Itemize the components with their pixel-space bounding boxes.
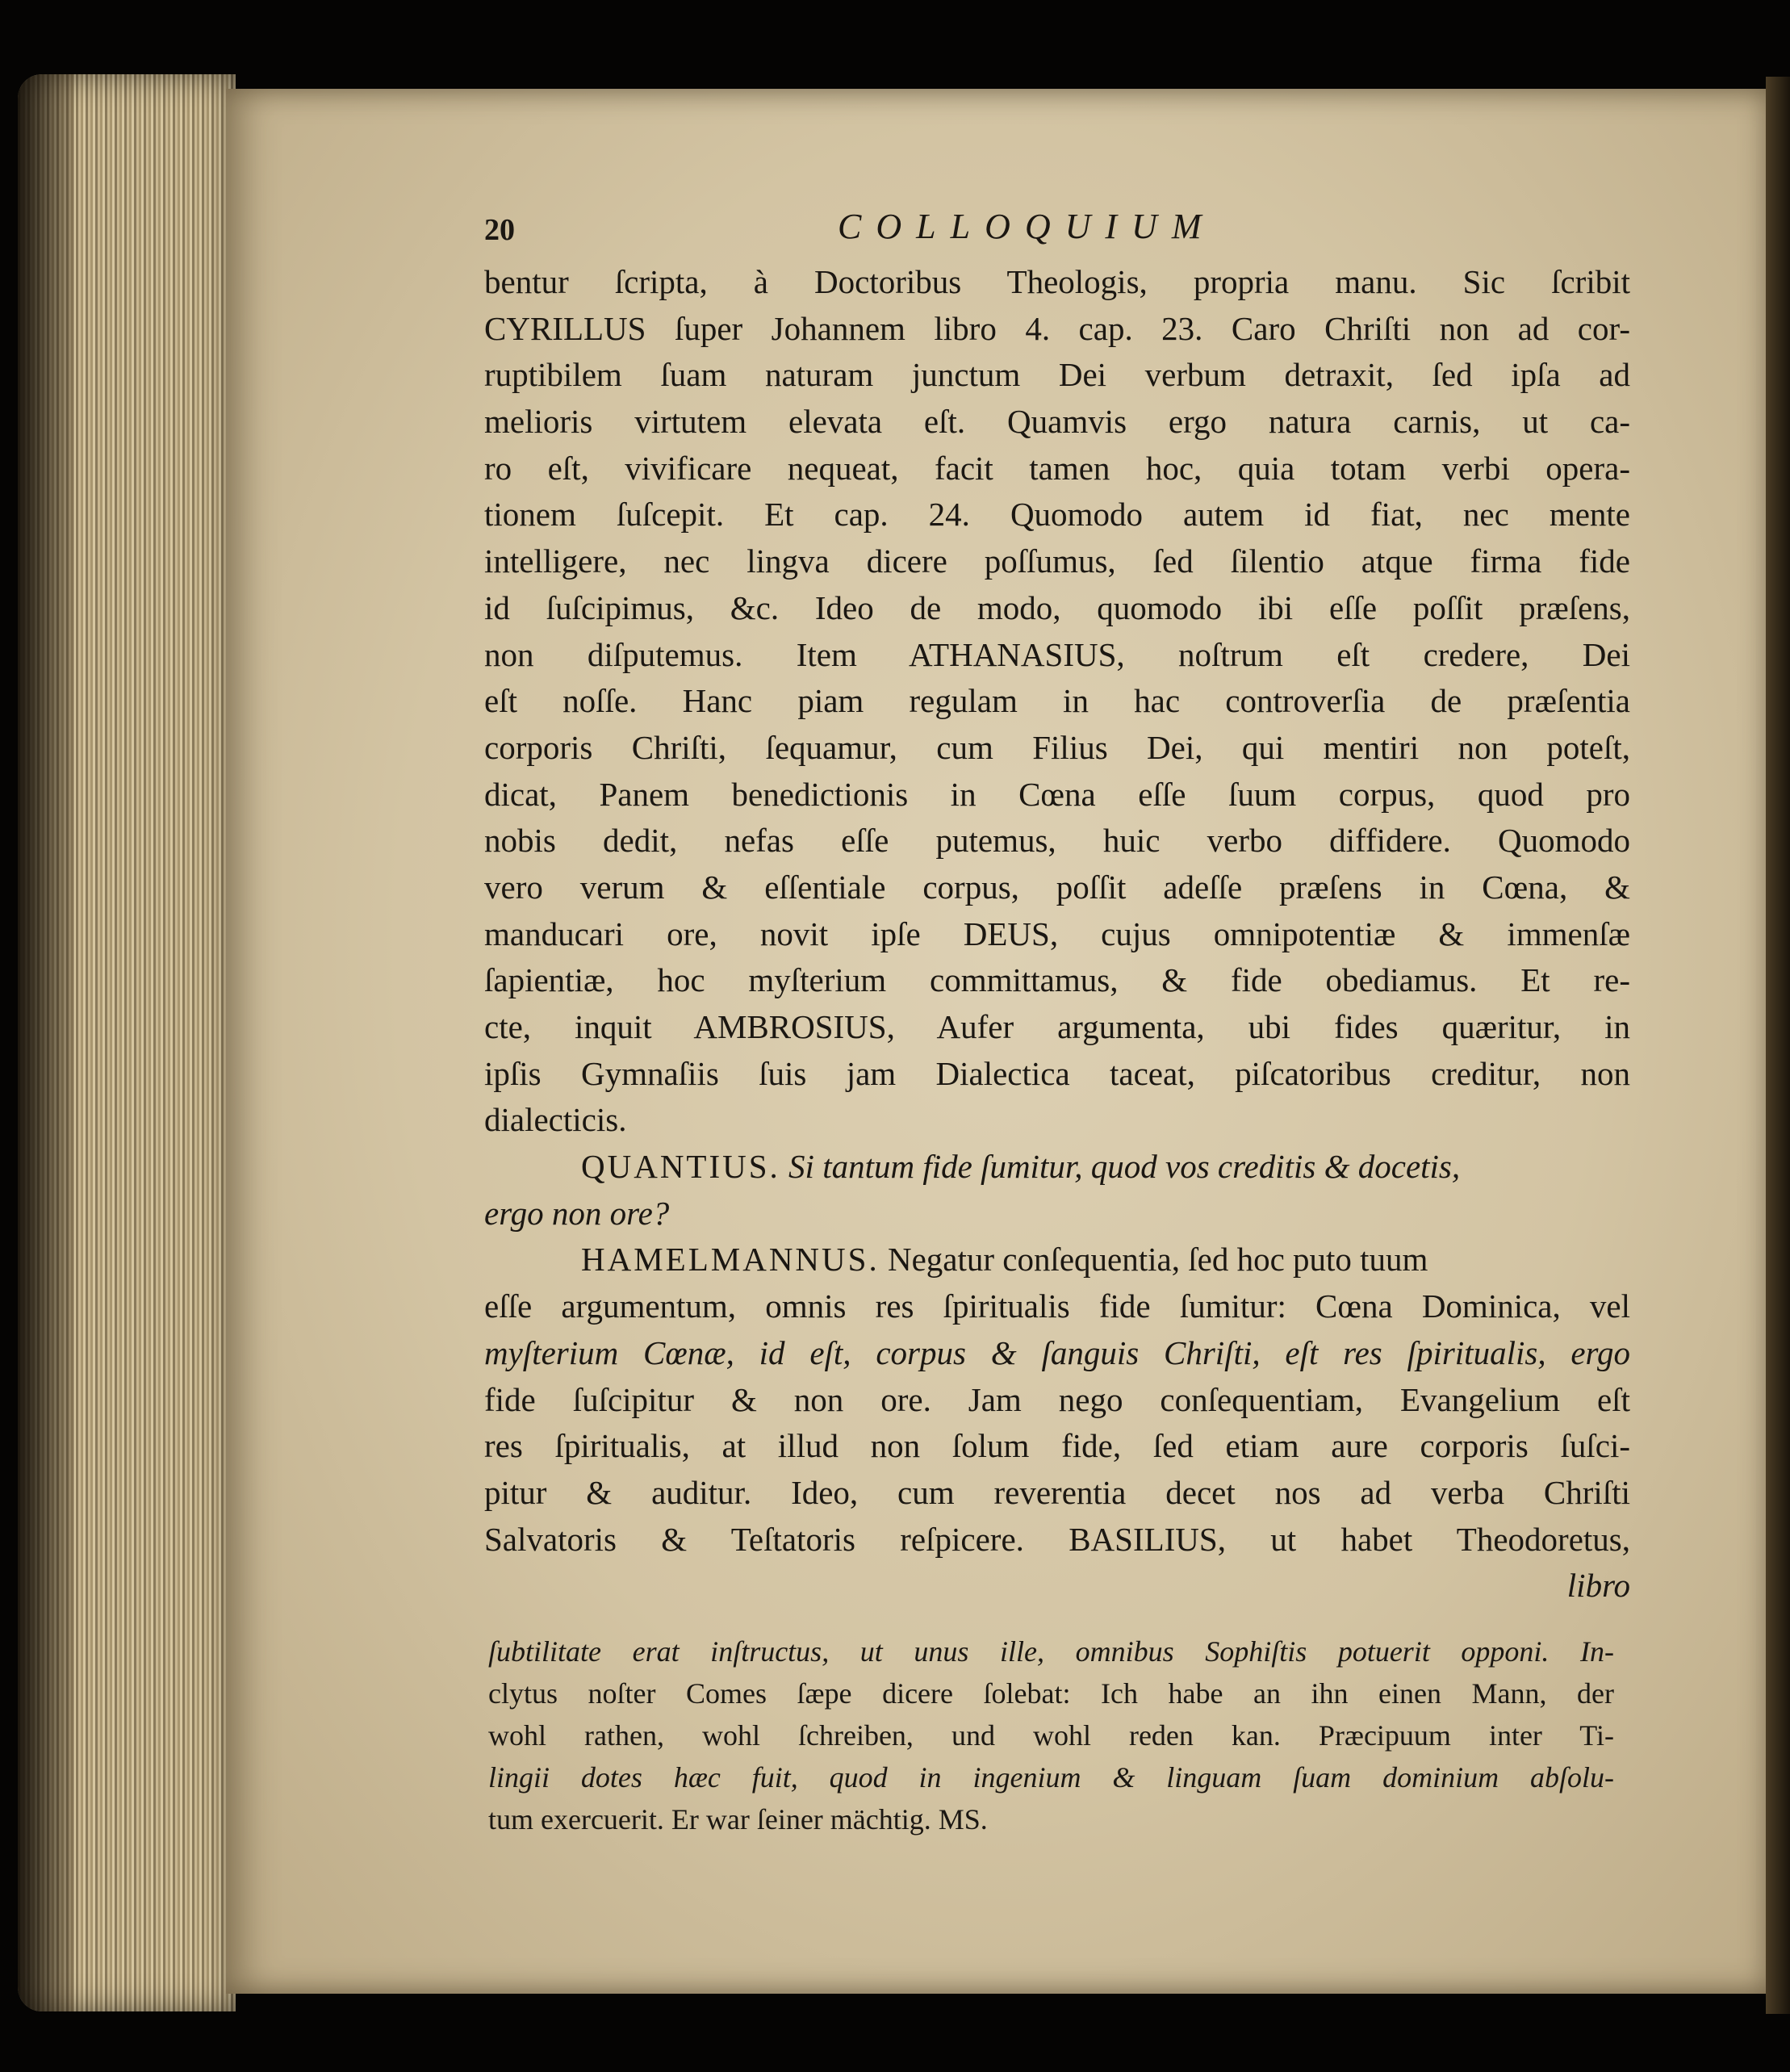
main-text (484, 206, 1630, 1609)
text-line: tionem ſuſcepit. Et cap. 24. Quomodo autem id fiat, nec mente (484, 496, 1630, 534)
text-line: myſterium Cœnæ, id eſt, corpus & ſanguis Chriſti, eſt res ſpiritualis, ergo (484, 1333, 1630, 1371)
text-line (484, 1237, 1630, 1283)
catchword: libro (1566, 1567, 1630, 1605)
footnote-line: wohl rathen, wohl ſchreiben, und wohl reden kan. Præcipuum inter Ti- (488, 1719, 1614, 1752)
text-line: dialecticis. (484, 1101, 627, 1139)
hamelmannus-speech (484, 1237, 1630, 1609)
text-line (484, 1144, 1630, 1191)
footnote-line: lingii dotes hæc fuit, quod in ingenium & linguam ſuam dominium abſolu- (488, 1761, 1614, 1794)
text-line: res ſpiritualis, at illud non ſolum fide, ſed etiam aure corporis ſuſci- (484, 1427, 1630, 1465)
text-line: fide ſuſcipitur & non ore. Jam nego conſequentiam, Evangelium eſt (484, 1380, 1630, 1418)
text-line: eſt noſſe. Hanc piam regulam in hac controverſia de præſentia (484, 682, 1630, 720)
speech-text: Negatur conſequentia, ſed hoc puto tuum (887, 1241, 1428, 1279)
text-line: non diſputemus. Item ATHANASIUS, noſtrum eſt credere, Dei (484, 635, 1630, 673)
running-head (484, 206, 1630, 254)
text-line: pitur & auditur. Ideo, cum reverentia decet nos ad verba Chriſti (484, 1473, 1630, 1511)
text-line: bentur ſcripta, à Doctoribus Theologis, propria manu. Sic ſcribit (484, 263, 1630, 300)
text-line: ergo non ore? (484, 1194, 670, 1232)
text-line: vero verum & eſſentiale corpus, poſſit adeſſe præſens in Cœna, & (484, 868, 1630, 906)
text-line: manducari ore, novit ipſe DEUS, cujus omnipotentiæ & immenſæ (484, 915, 1630, 952)
text-line: ruptibilem ſuam naturam junctum Dei verbum detraxit, ſed ipſa ad (484, 356, 1630, 394)
gutter-edge (1766, 77, 1790, 2014)
footnote-line: clytus noſter Comes ſæpe dicere ſolebat: Ich habe an ihn einen Mann, der (488, 1677, 1614, 1710)
text-line: Salvatoris & Teſtatoris reſpicere. BASILIUS, ut habet Theodoretus, (484, 1520, 1630, 1558)
footnote-line: ſubtilitate erat inſtructus, ut unus ille, omnibus Sophiſtis potuerit opponi. In- (488, 1635, 1614, 1668)
text-line: CYRILLUS ſuper Johannem libro 4. cap. 23. Caro Chriſti non ad cor- (484, 309, 1630, 347)
text-line: melioris virtutem elevata eſt. Quamvis ergo natura carnis, ut ca- (484, 403, 1630, 441)
text-line: id ſuſcipimus, &c. Ideo de modo, quomodo ibi eſſe poſſit præſens, (484, 588, 1630, 626)
quantius-speech (484, 1144, 1630, 1237)
spine-shadow (18, 74, 74, 2011)
text-line: ro eſt, vivificare nequeat, facit tamen hoc, quia totam verbi opera- (484, 449, 1630, 487)
text-line: ipſis Gymnaſiis ſuis jam Dialectica taceat, piſcatoribus creditur, non (484, 1054, 1630, 1092)
body-paragraph (484, 259, 1630, 1144)
text-line: corporis Chriſti, ſequamur, cum Filius Dei, qui mentiri non poteſt, (484, 728, 1630, 766)
text-line: eſſe argumentum, omnis res ſpiritualis fide ſumitur: Cœna Dominica, vel (484, 1287, 1630, 1325)
speaker-name: HAMELMANNUS. (581, 1241, 880, 1279)
footnote-line: tum exercuerit. Er war ſeiner mächtig. MS. (488, 1803, 988, 1835)
text-line: nobis dedit, nefas eſſe putemus, huic verbo diffidere. Quomodo (484, 822, 1630, 860)
text-line: dicat, Panem benedictionis in Cœna eſſe ſuum corpus, quod pro (484, 775, 1630, 813)
footnote (488, 1630, 1614, 1840)
page-number: 20 (484, 213, 515, 247)
text-line: ſapientiæ, hoc myſterium committamus, & fide obediamus. Et re- (484, 961, 1630, 999)
speaker-name: QUANTIUS. (581, 1148, 780, 1186)
text-line: intelligere, nec lingva dicere poſſumus, ſed ſilentio atque firma fide (484, 542, 1630, 580)
text-line: cte, inquit AMBROSIUS, Aufer argumenta, ubi fides quæritur, in (484, 1008, 1630, 1045)
running-title: COLLOQUIUM (838, 207, 1216, 246)
speech-text: Si tantum fide ſumitur, quod vos creditis & docetis, (788, 1148, 1461, 1186)
